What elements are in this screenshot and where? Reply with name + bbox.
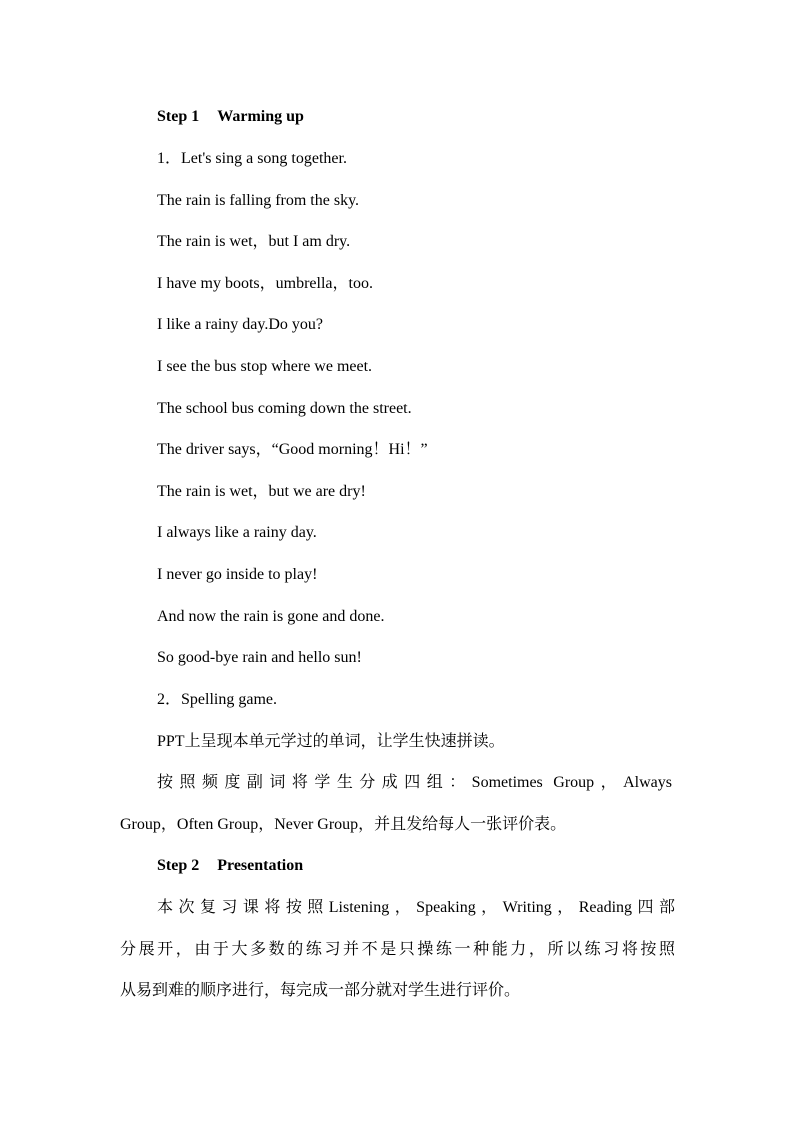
song-line-3: I have my boots，umbrella，too. xyxy=(157,275,373,292)
step2-title: Presentation xyxy=(217,857,304,874)
step2-heading xyxy=(157,856,303,876)
paragraph-groups-line1: 按照频度副词将学生分成四组：Sometimes Group，Always xyxy=(157,774,672,791)
song-line-9: I always like a rainy day. xyxy=(157,524,317,541)
paragraph-ppt: PPT上呈现本单元学过的单词，让学生快速拼读。 xyxy=(157,733,505,750)
song-line-11: And now the rain is gone and done. xyxy=(157,608,385,625)
item1-text: 1．Let's sing a song together. xyxy=(157,150,347,167)
song-line-1: The rain is falling from the sky. xyxy=(157,192,360,209)
step1-label: Step 1 xyxy=(157,108,200,125)
paragraph-review-line3: 从易到难的顺序进行，每完成一部分就对学生进行评价。 xyxy=(120,982,521,999)
step1-title: Warming up xyxy=(217,108,304,125)
paragraph-groups-line2: Group，Often Group，Never Group，并且发给每人一张评价表。 xyxy=(120,816,567,833)
song-line-5: I see the bus stop where we meet. xyxy=(157,358,373,375)
song-line-2: The rain is wet，but I am dry. xyxy=(157,233,351,250)
step2-label: Step 2 xyxy=(157,857,200,874)
step1-heading xyxy=(157,107,304,127)
paragraph-review-line2: 分展开，由于大多数的练习并不是只操练一种能力，所以练习将按照 xyxy=(120,941,675,958)
song-line-12: So good-bye rain and hello sun! xyxy=(157,649,362,666)
song-line-7: The driver says，“Good morning！Hi！” xyxy=(157,441,428,458)
song-line-6: The school bus coming down the street. xyxy=(157,400,412,417)
item2-text: 2．Spelling game. xyxy=(157,691,277,708)
song-line-4: I like a rainy day.Do you? xyxy=(157,316,324,333)
song-line-8: The rain is wet，but we are dry! xyxy=(157,483,366,500)
song-line-10: I never go inside to play! xyxy=(157,566,318,583)
paragraph-review-line1: 本次复习课将按照Listening，Speaking，Writing，Reading四部 xyxy=(157,899,675,916)
